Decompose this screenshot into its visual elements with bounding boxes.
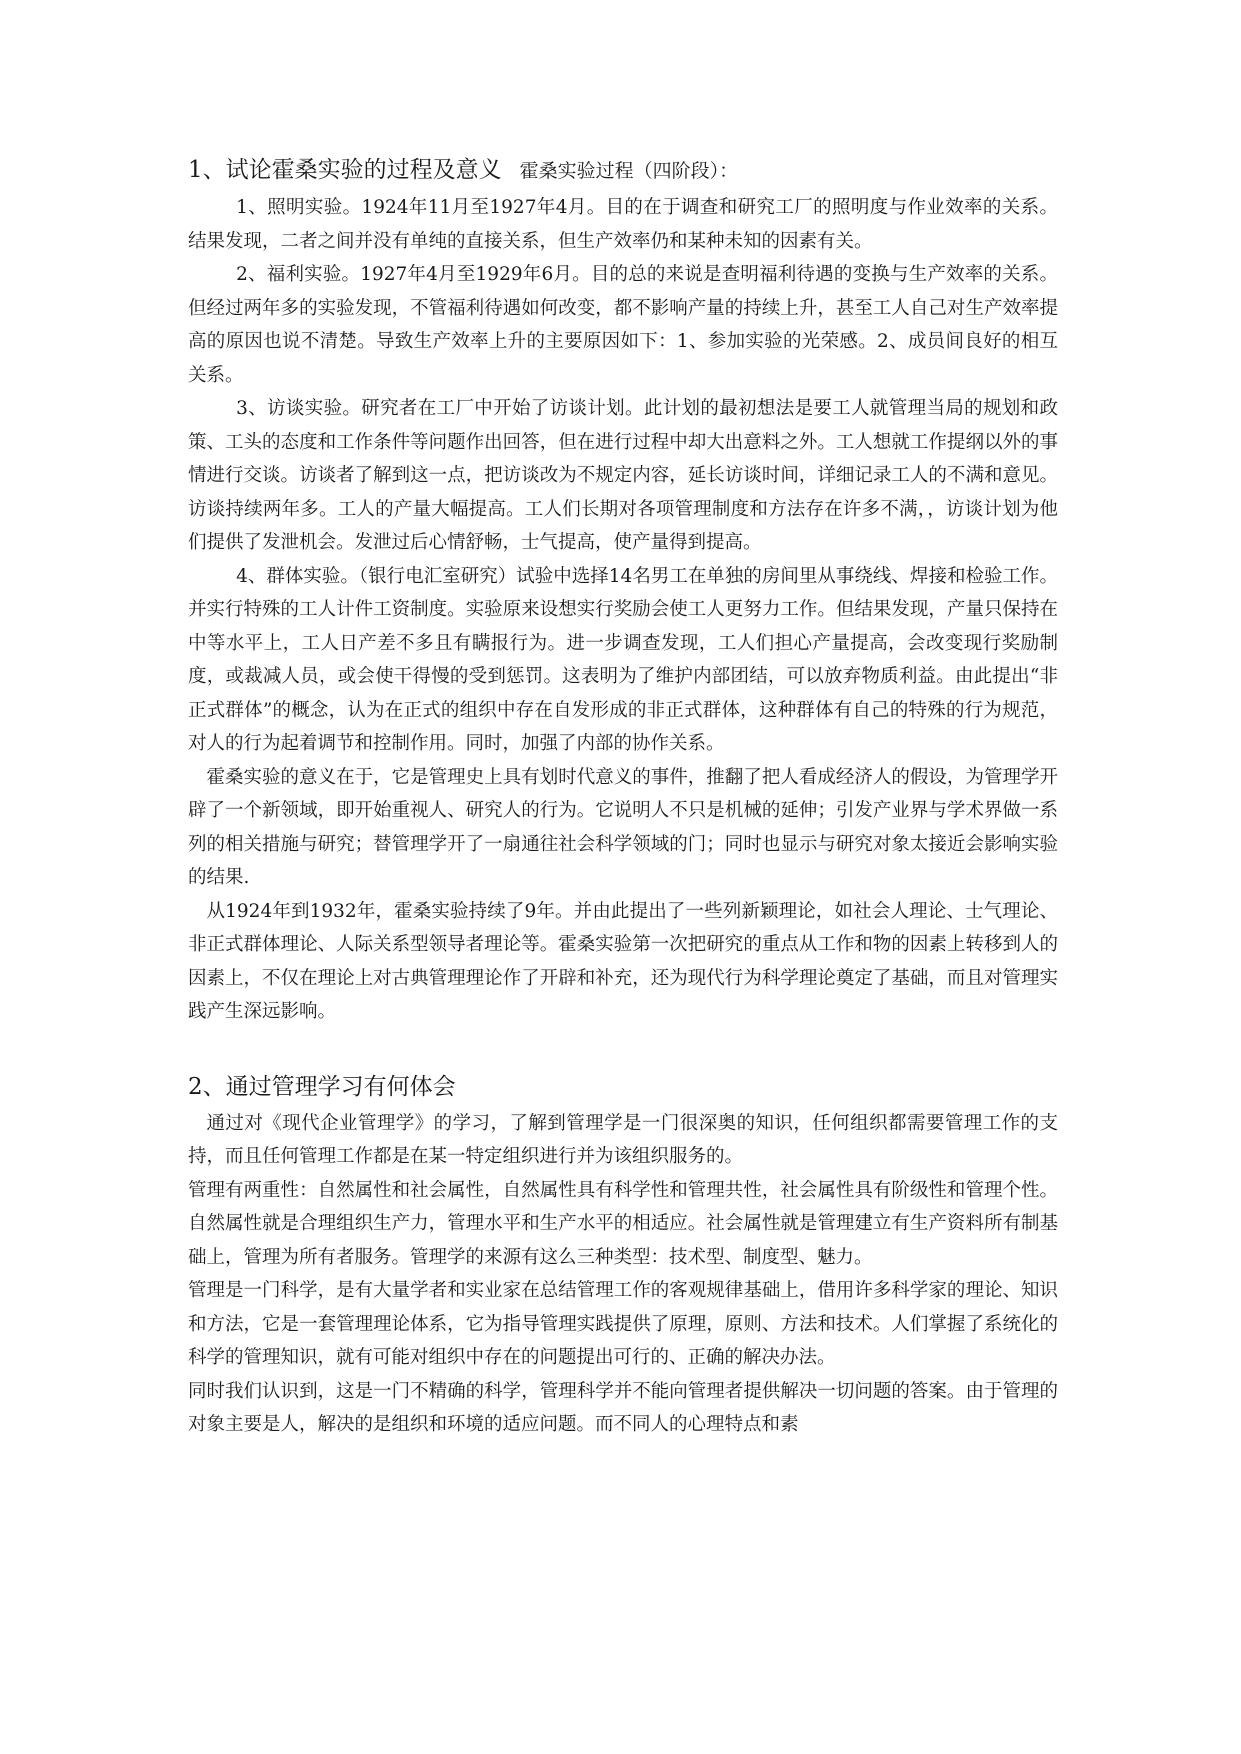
paragraph-interview-experiment: 3、访谈实验。研究者在工厂中开始了访谈计划。此计划的最初想法是要工人就管理当局的规划和政策、工头的态度和工作条件等问题作出回答，但在进行过程中却大出意料之外。工人想就工作提纲以外的事情进行交谈。访谈者了解到这一点，把访谈改为不规定内容，延长访谈时间，详细记录工人的不满和意见。访谈持续两年多。工人的产量大幅提高。工人们长期对各项管理制度和方法存在许多不满，，访谈计划为他们提供了发泄机会。发泄过后心情舒畅，士气提高，使产量得到提高。 [188,398,1058,553]
section-2-heading [188,1067,1058,1107]
section-1-subtitle: 霍桑实验过程（四阶段）： [519,160,739,182]
paragraph-dual-nature: 管理有两重性：自然属性和社会属性，自然属性具有科学性和管理共性，社会属性具有阶级性和管理个性。自然属性就是合理组织生产力，管理水平和生产水平的相适应。社会属性就是管理建立有生产资料所有制基础上，管理为所有者服务。管理学的来源有这么三种类型：技术型、制度型、魅力。 [188,1179,1058,1268]
paragraph-significance: 霍桑实验的意义在于，它是管理史上具有划时代意义的事件，推翻了把人看成经济人的假设，为管理学开辟了一个新领域，即开始重视人、研究人的行为。它说明人不只是机械的延伸；引发产业界与学术界做一系列的相关措施与研究；替管理学开了一扇通往社会科学领域的门；同时也显示与研究对象太接近会影响实验的结果. [188,766,1058,888]
paragraph-study-intro: 通过对《现代企业管理学》的学习，了解到管理学是一门很深奥的知识，任何组织都需要管理工作的支持，而且任何管理工作都是在某一特定组织进行并为该组织服务的。 [188,1112,1058,1167]
paragraph-group-experiment: 4、群体实验。（银行电汇室研究）试验中选择14名男工在单独的房间里从事绕线、焊接和检验工作。并实行特殊的工人计件工资制度。实验原来设想实行奖励会使工人更努力工作。但结果发现，产量只保持在中等水平上，工人日产差不多且有瞒报行为。进一步调查发现，工人们担心产量提高，会改变现行奖励制度，或裁减人员，或会使干得慢的受到惩罚。这表明为了维护内部团结，可以放弃物质利益。由此提出“非正式群体”的概念，认为在正式的组织中存在自发形成的非正式群体，这种群体有自己的特殊的行为规范，对人的行为起着调节和控制作用。同时，加强了内部的协作关系。 [188,565,1058,754]
paragraph-inexact-science: 同时我们认识到，这是一门不精确的科学，管理科学并不能向管理者提供解决一切问题的答案。由于管理的对象主要是人，解决的是组织和环境的适应问题。而不同人的心理特点和素 [188,1380,1058,1435]
section-spacer [188,1029,1058,1067]
paragraph-lighting-experiment: 1、照明实验。1924年11月至1927年4月。目的在于调查和研究工厂的照明度与作业效率的关系。结果发现，二者之间并没有单纯的直接关系，但生产效率仍和某种未知的因素有关。 [188,197,1058,252]
paragraph-summary: 从1924年到1932年，霍桑实验持续了9年。并由此提出了一些列新颖理论，如社会人理论、士气理论、非正式群体理论、人际关系型领导者理论等。霍桑实验第一次把研究的重点从工作和物的因素上转移到人的因素上，不仅在理论上对古典管理理论作了开辟和补充，还为现代行为科学理论奠定了基础，而且对管理实践产生深远影响。 [188,900,1058,1022]
paragraph-welfare-experiment: 2、福利实验。1927年4月至1929年6月。目的总的来说是查明福利待遇的变换与生产效率的关系。但经过两年多的实验发现，不管福利待遇如何改变，都不影响产量的持续上升，甚至工人自己对生产效率提高的原因也说不清楚。导致生产效率上升的主要原因如下：1、参加实验的光荣感。2、成员间良好的相互关系。 [188,264,1058,386]
section-2-title: 2、通过管理学习有何体会 [188,1073,456,1100]
paragraph-management-science: 管理是一门科学，是有大量学者和实业家在总结管理工作的客观规律基础上，借用许多科学家的理论、知识和方法，它是一套管理理论体系，它为指导管理实践提供了原理，原则、方法和技术。人们掌握了系统化的科学的管理知识，就有可能对组织中存在的问题提出可行的、正确的解决办法。 [188,1280,1058,1368]
section-1-title: 1、试论霍桑实验的过程及意义 [188,157,502,183]
document-page [188,150,1058,1442]
section-1-heading [188,150,1058,191]
